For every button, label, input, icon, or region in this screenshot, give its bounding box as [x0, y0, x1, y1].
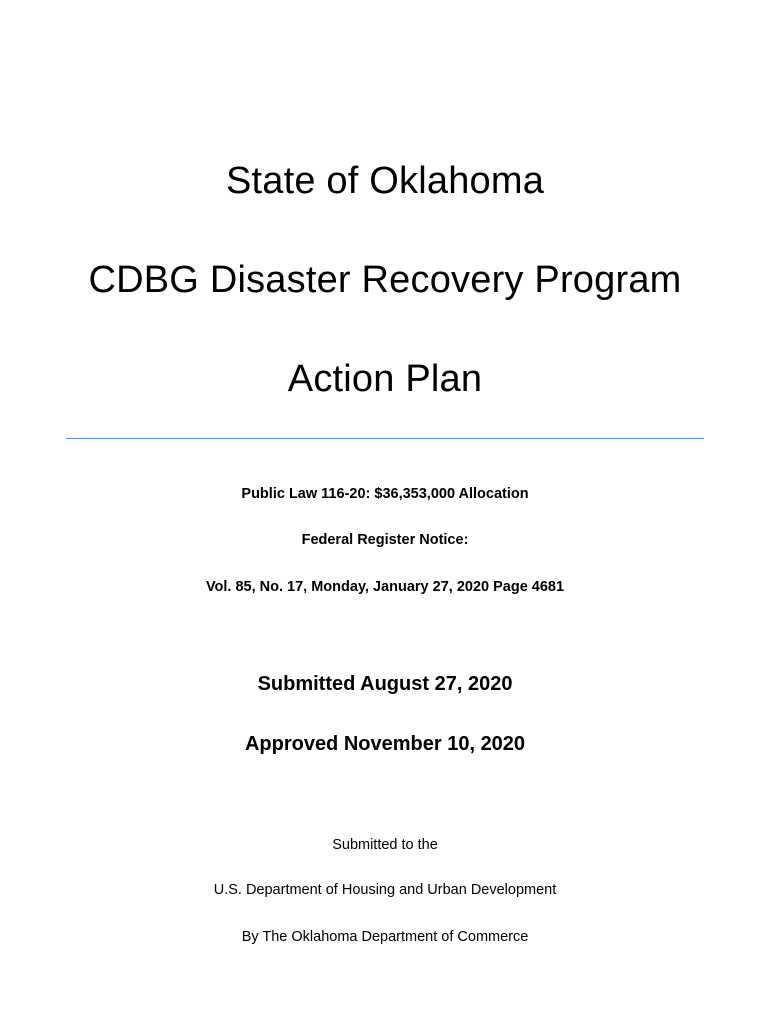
title-program: CDBG Disaster Recovery Program — [88, 259, 682, 301]
approved-date: Approved November 10, 2020 — [244, 733, 526, 755]
title-divider — [66, 438, 704, 439]
public-law-allocation: Public Law 116-20: $36,353,000 Allocation — [241, 486, 529, 502]
recipient-agency: U.S. Department of Housing and Urban Development — [213, 882, 557, 898]
federal-register-label: Federal Register Notice: — [301, 532, 469, 548]
submitting-agency: By The Oklahoma Department of Commerce — [241, 929, 529, 945]
submitted-to-label: Submitted to the — [332, 837, 438, 853]
federal-register-citation: Vol. 85, No. 17, Monday, January 27, 2020 Page 4681 — [205, 579, 565, 595]
title-action-plan: Action Plan — [287, 358, 483, 400]
submitted-date: Submitted August 27, 2020 — [257, 673, 513, 695]
title-state: State of Oklahoma — [225, 160, 545, 202]
